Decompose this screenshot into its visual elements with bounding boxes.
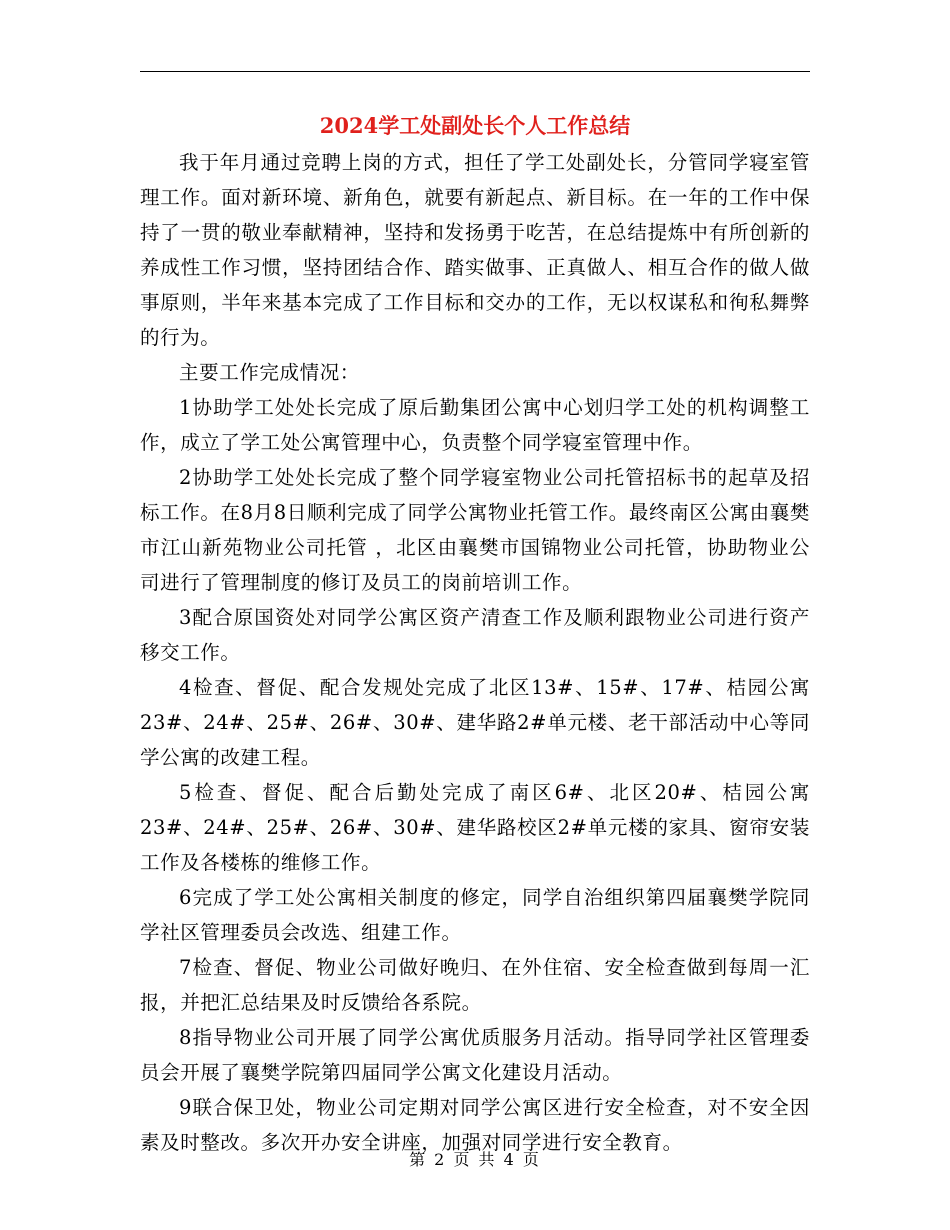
paragraph-item-6: 6完成了学工处公寓相关制度的修定，同学自治组织第四届襄樊学院同学社区管理委员会改选、组建工作。 — [140, 886, 810, 944]
paragraph-intro: 我于年月通过竞聘上岗的方式，担任了学工处副处长，分管同学寝室管理工作。面对新环境、新角色，就要有新起点、新目标。在一年的工作中保持了一贯的敬业奉献精神，坚持和发扬勇于吃苦，在总结提炼中有所创新的养成性工作习惯，坚持团结合作、踏实做事、正真做人、相互合作的做人做事原则，半年来基本完成了工作目标和交办的工作，无以权谋私和徇私舞弊的行为。 — [140, 151, 810, 349]
document-body — [140, 145, 810, 1160]
page-number: 第 2 页 共 4 页 — [409, 1150, 541, 1169]
paragraph-item-9: 9联合保卫处，物业公司定期对同学公寓区进行安全检查，对不安全因素及时整改。多次开办安全讲座，加强对同学进行安全教育。 — [140, 1096, 810, 1154]
paragraph-item-7: 7检查、督促、物业公司做好晚归、在外住宿、安全检查做到每周一汇报，并把汇总结果及时反馈给各系院。 — [140, 956, 810, 1014]
header-rule — [140, 71, 810, 72]
paragraph-item-5: 5检查、督促、配合后勤处完成了南区6#、北区20#、桔园公寓23#、24#、25#、26#、30#、建华路校区2#单元楼的家具、窗帘安装工作及各楼栋的维修工作。 — [140, 781, 810, 874]
paragraph-item-4: 4检查、督促、配合发规处完成了北区13#、15#、17#、桔园公寓23#、24#、25#、26#、30#、建华路2#单元楼、老干部活动中心等同学公寓的改建工程。 — [140, 676, 810, 769]
paragraph-item-8: 8指导物业公司开展了同学公寓优质服务月活动。指导同学社区管理委员会开展了襄樊学院第四届同学公寓文化建设月活动。 — [140, 1026, 810, 1084]
document-title: 2024学工处副处长个人工作总结 — [319, 113, 631, 138]
paragraph-item-3: 3配合原国资处对同学公寓区资产清查工作及顺利跟物业公司进行资产移交工作。 — [140, 606, 810, 664]
paragraph-item-2: 2协助学工处处长完成了整个同学寝室物业公司托管招标书的起草及招标工作。在8月8日顺利完成了同学公寓物业托管工作。最终南区公寓由襄樊市江山新苑物业公司托管 ，北区由襄樊市国锦物业公司托管，协助物业公司进行了管理制度的修订及员工的岗前培训工作。 — [140, 466, 810, 594]
paragraph-item-1: 1协助学工处处长完成了原后勤集团公寓中心划归学工处的机构调整工作，成立了学工处公寓管理中心，负责整个同学寝室管理中作。 — [140, 396, 810, 454]
paragraph-section-heading: 主要工作完成情况： — [179, 361, 360, 384]
